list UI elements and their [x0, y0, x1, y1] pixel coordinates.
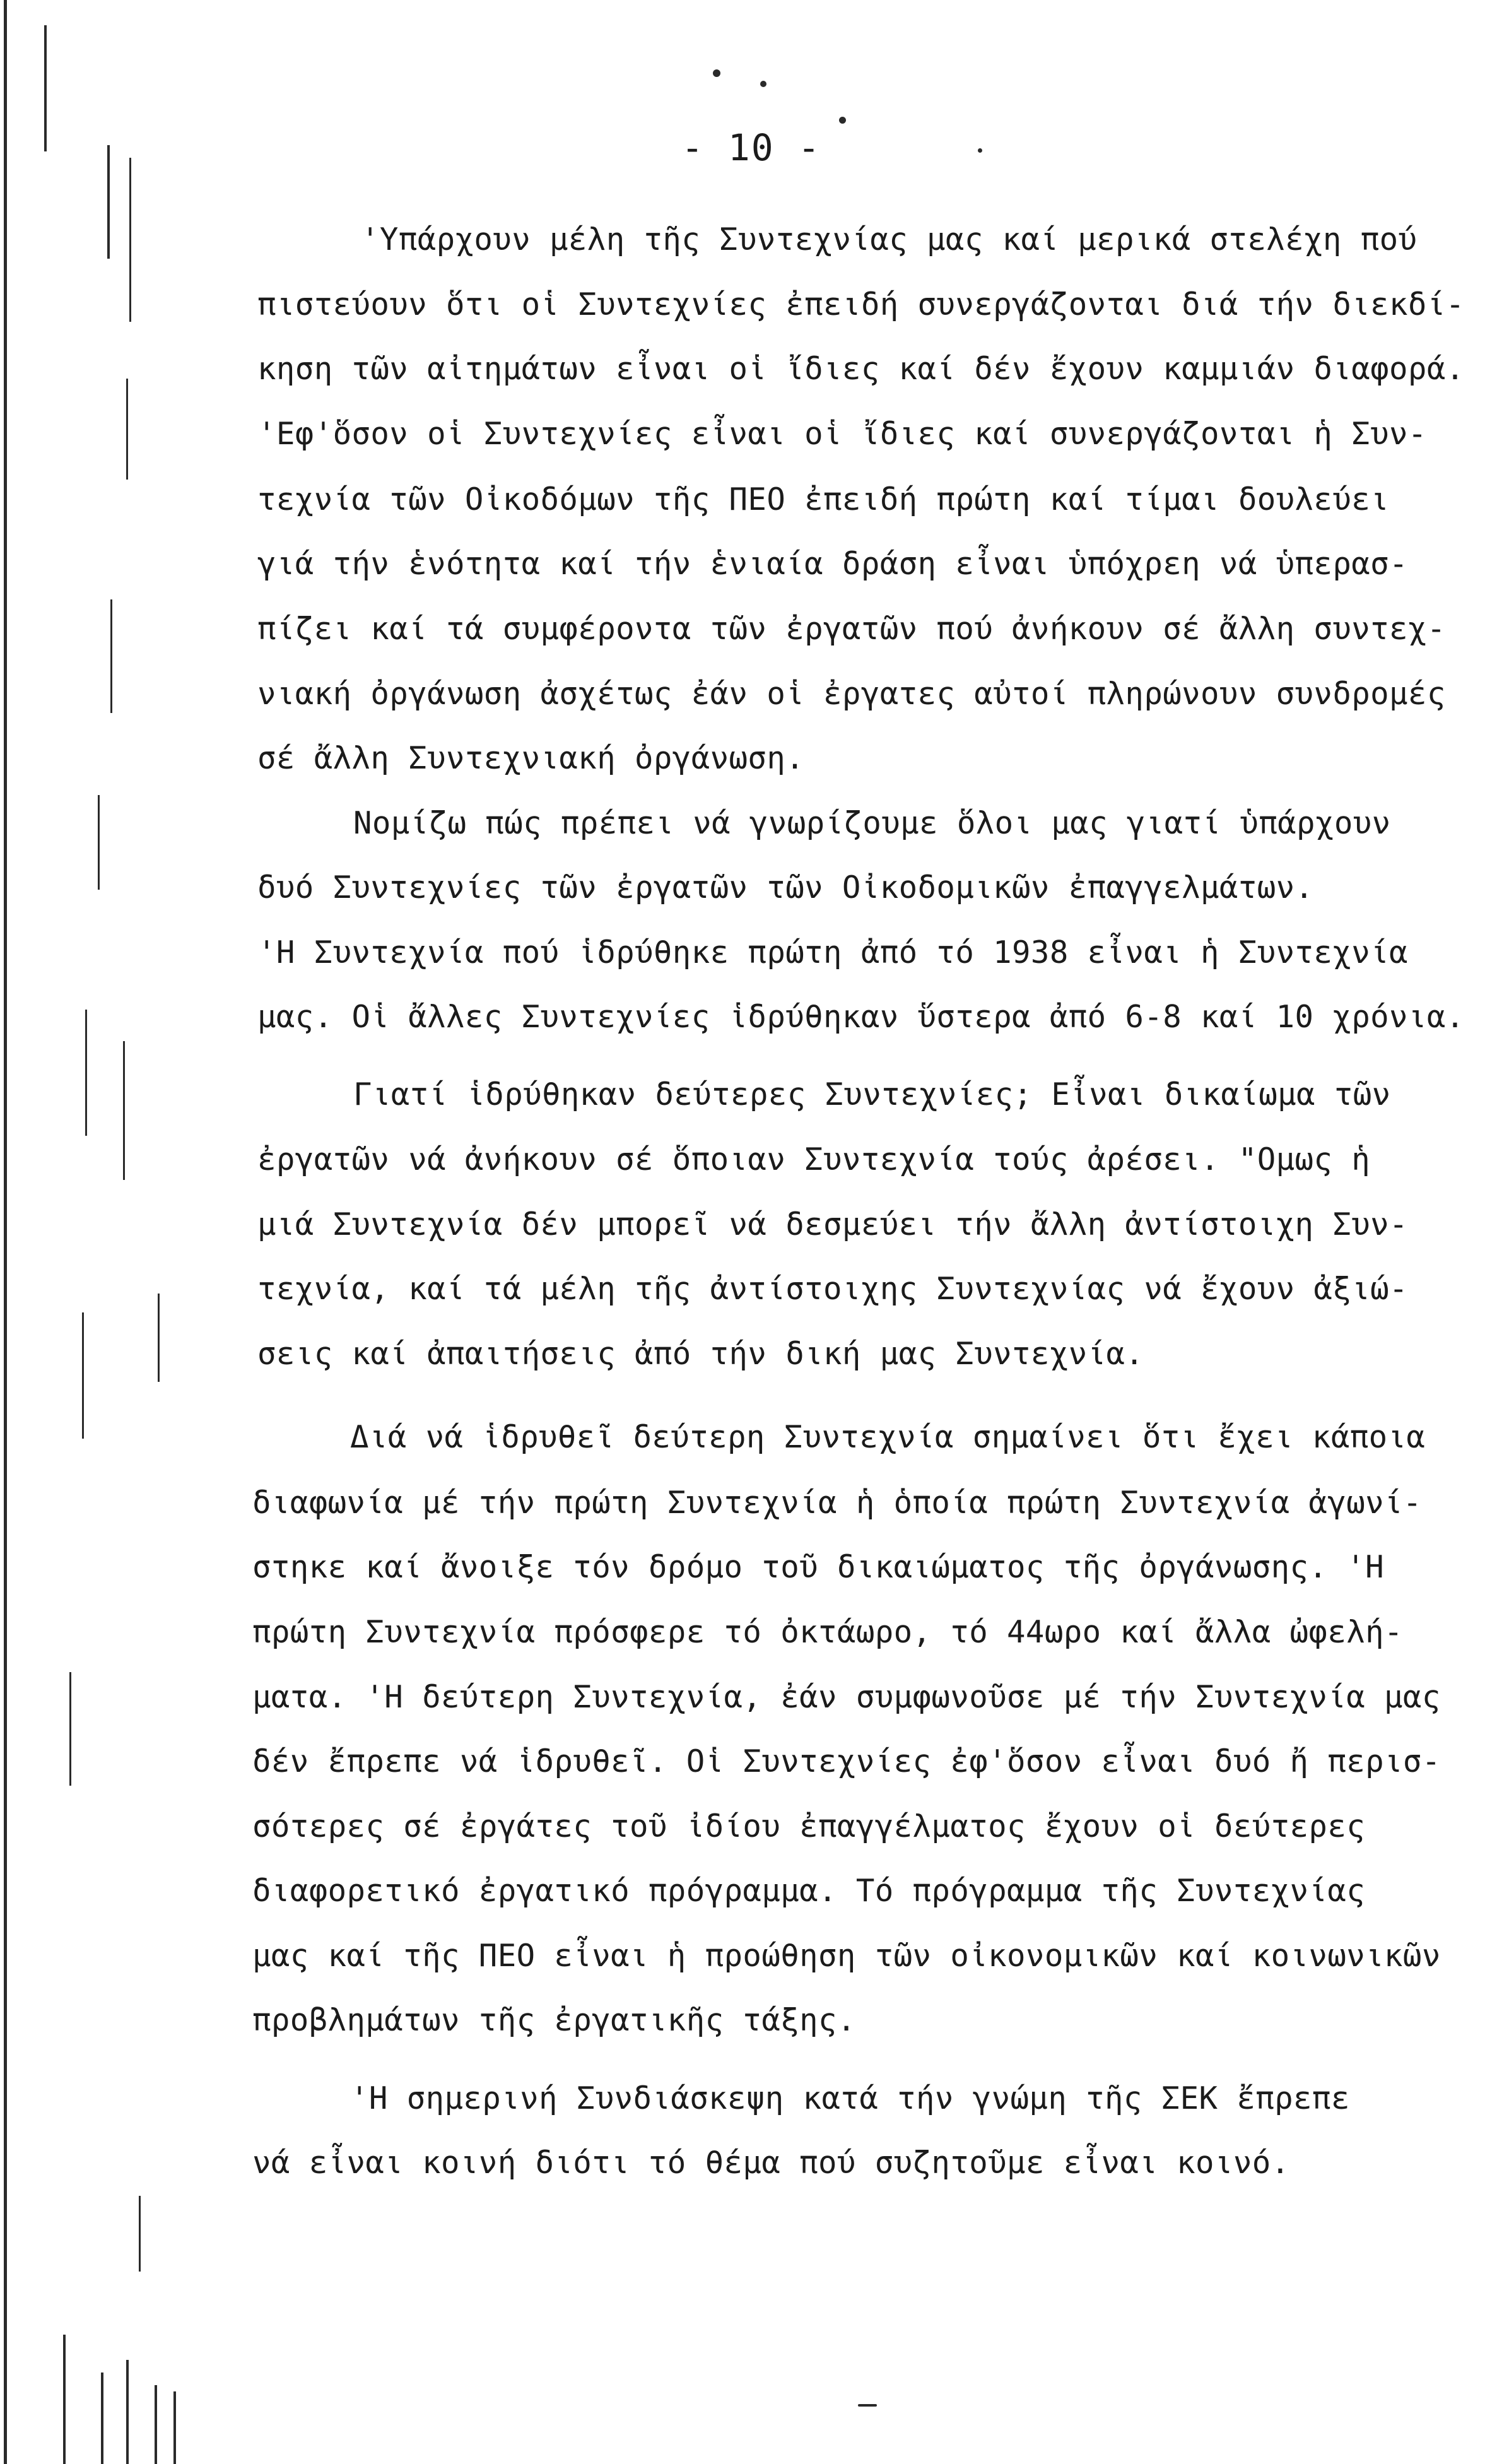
- text-line: ματα. 'Η δεύτερη Συντεχνία, ἐάν συμφωνοῦσε μέ τήν Συντεχνία μας: [252, 1679, 1441, 1715]
- binding-edge-mark: [173, 2391, 176, 2464]
- binding-edge-mark: [126, 2360, 129, 2464]
- text-line: σεις καί ἀπαιτήσεις ἀπό τήν δική μας Συντεχνία.: [257, 1336, 1144, 1372]
- text-line: 'Υπάρχουν μέλη τῆς Συντεχνίας μας καί μερικά στελέχη πού: [361, 221, 1418, 257]
- binding-edge-mark: [63, 2335, 66, 2464]
- text-line: πίζει καί τά συμφέροντα τῶν ἐργατῶν πού ἀνήκουν σέ ἄλλη συντεχ-: [257, 611, 1446, 647]
- binding-edge-mark: [129, 158, 131, 322]
- text-line: τεχνία, καί τά μέλη τῆς ἀντίστοιχης Συντεχνίας νά ἔχουν ἀξιώ-: [257, 1271, 1408, 1307]
- text-line: 'Εφ'ὅσον οἱ Συντεχνίες εἶναι οἱ ἴδιες καί συνεργάζονται ἡ Συν-: [257, 416, 1427, 452]
- binding-edge-mark: [44, 25, 47, 151]
- scan-speck: [839, 117, 846, 124]
- binding-edge-mark: [101, 2373, 103, 2464]
- scan-speck: [713, 69, 720, 77]
- scan-binding-edge: [0, 0, 208, 2464]
- text-line: πιστεύουν ὅτι οἱ Συντεχνίες ἐπειδή συνεργάζονται διά τήν διεκδί-: [257, 286, 1465, 322]
- text-line: νά εἶναι κοινή διότι τό θέμα πού συζητοῦμε εἶναι κοινό.: [252, 2145, 1290, 2181]
- binding-edge-mark: [82, 1312, 84, 1439]
- text-line: Γιατί ἱδρύθηκαν δεύτερες Συντεχνίες; Εἶναι δικαίωμα τῶν: [353, 1076, 1391, 1112]
- binding-edge-mark: [4, 0, 7, 2464]
- binding-edge-mark: [110, 599, 112, 713]
- scan-speck: [858, 2404, 877, 2407]
- text-line: πρώτη Συντεχνία πρόσφερε τό ὀκτάωρο, τό 44ωρο καί ἄλλα ὠφελή-: [252, 1614, 1403, 1650]
- text-line: στηκε καί ἄνοιξε τόν δρόμο τοῦ δικαιώματος τῆς ὀργάνωσης. 'Η: [252, 1549, 1385, 1585]
- text-line: ἐργατῶν νά ἀνήκουν σέ ὅποιαν Συντεχνία τούς ἀρέσει. "Ομως ἡ: [257, 1141, 1371, 1177]
- binding-edge-mark: [155, 2385, 157, 2464]
- binding-edge-mark: [158, 1294, 160, 1382]
- binding-edge-mark: [126, 379, 128, 480]
- text-line: σέ ἄλλη Συντεχνιακή ὀργάνωση.: [257, 740, 805, 776]
- text-line: προβλημάτων τῆς ἐργατικῆς τάξης.: [252, 2002, 856, 2038]
- text-line: Νομίζω πώς πρέπει νά γνωρίζουμε ὅλοι μας γιατί ὑπάρχουν: [353, 805, 1391, 841]
- text-line: τεχνία τῶν Οἰκοδόμων τῆς ΠΕΟ ἐπειδή πρώτη καί τίμαι δουλεύει: [257, 481, 1390, 517]
- text-line: μιά Συντεχνία δέν μπορεῖ νά δεσμεύει τήν ἄλλη ἀντίστοιχη Συν-: [257, 1206, 1408, 1242]
- text-line: δυό Συντεχνίες τῶν ἐργατῶν τῶν Οἰκοδομικῶν ἐπαγγελμάτων.: [257, 869, 1314, 905]
- text-line: μας. Οἱ ἄλλες Συντεχνίες ἱδρύθηκαν ὕστερα ἀπό 6-8 καί 10 χρόνια.: [257, 999, 1465, 1035]
- text-line: γιά τήν ἑνότητα καί τήν ἑνιαία δράση εἶναι ὑπόχρεη νά ὑπερασ-: [257, 546, 1408, 582]
- text-line: 'Η Συντεχνία πού ἱδρύθηκε πρώτη ἀπό τό 1938 εἶναι ἡ Συντεχνία: [257, 934, 1408, 970]
- text-line: κηση τῶν αἰτημάτων εἶναι οἱ ἴδιες καί δέν ἔχουν καμμιάν διαφορά.: [257, 351, 1465, 387]
- text-line: διαφορετικό ἐργατικό πρόγραμμα. Τό πρόγραμμα τῆς Συντεχνίας: [252, 1873, 1366, 1909]
- text-line: νιακή ὀργάνωση ἀσχέτως ἐάν οἱ ἐργατες αὐτοί πληρώνουν συνδρομές: [257, 676, 1446, 712]
- binding-edge-mark: [139, 2196, 141, 2272]
- scan-speck: [760, 81, 766, 87]
- binding-edge-mark: [98, 795, 100, 890]
- text-line: διαφωνία μέ τήν πρώτη Συντεχνία ἡ ὁποία πρώτη Συντεχνία ἀγωνί-: [252, 1485, 1422, 1521]
- binding-edge-mark: [123, 1041, 125, 1180]
- page-number: - 10 -: [681, 126, 821, 169]
- text-line: Διά νά ἱδρυθεῖ δεύτερη Συντεχνία σημαίνει ὅτι ἔχει κάποια: [350, 1419, 1426, 1455]
- binding-edge-mark: [69, 1672, 71, 1786]
- text-line: 'Η σημερινή Συνδιάσκεψη κατά τήν γνώμη τῆς ΣΕΚ ἔπρεπε: [350, 2080, 1350, 2116]
- binding-edge-mark: [107, 145, 110, 259]
- text-line: δέν ἔπρεπε νά ἱδρυθεῖ. Οἱ Συντεχνίες ἐφ'ὅσον εἶναι δυό ἤ περισ-: [252, 1743, 1441, 1779]
- scan-speck: [978, 148, 982, 153]
- text-line: μας καί τῆς ΠΕΟ εἶναι ἡ προώθηση τῶν οἰκονομικῶν καί κοινωνικῶν: [252, 1938, 1441, 1974]
- binding-edge-mark: [85, 1010, 87, 1136]
- text-line: σότερες σέ ἐργάτες τοῦ ἰδίου ἐπαγγέλματος ἔχουν οἱ δεύτερες: [252, 1808, 1366, 1844]
